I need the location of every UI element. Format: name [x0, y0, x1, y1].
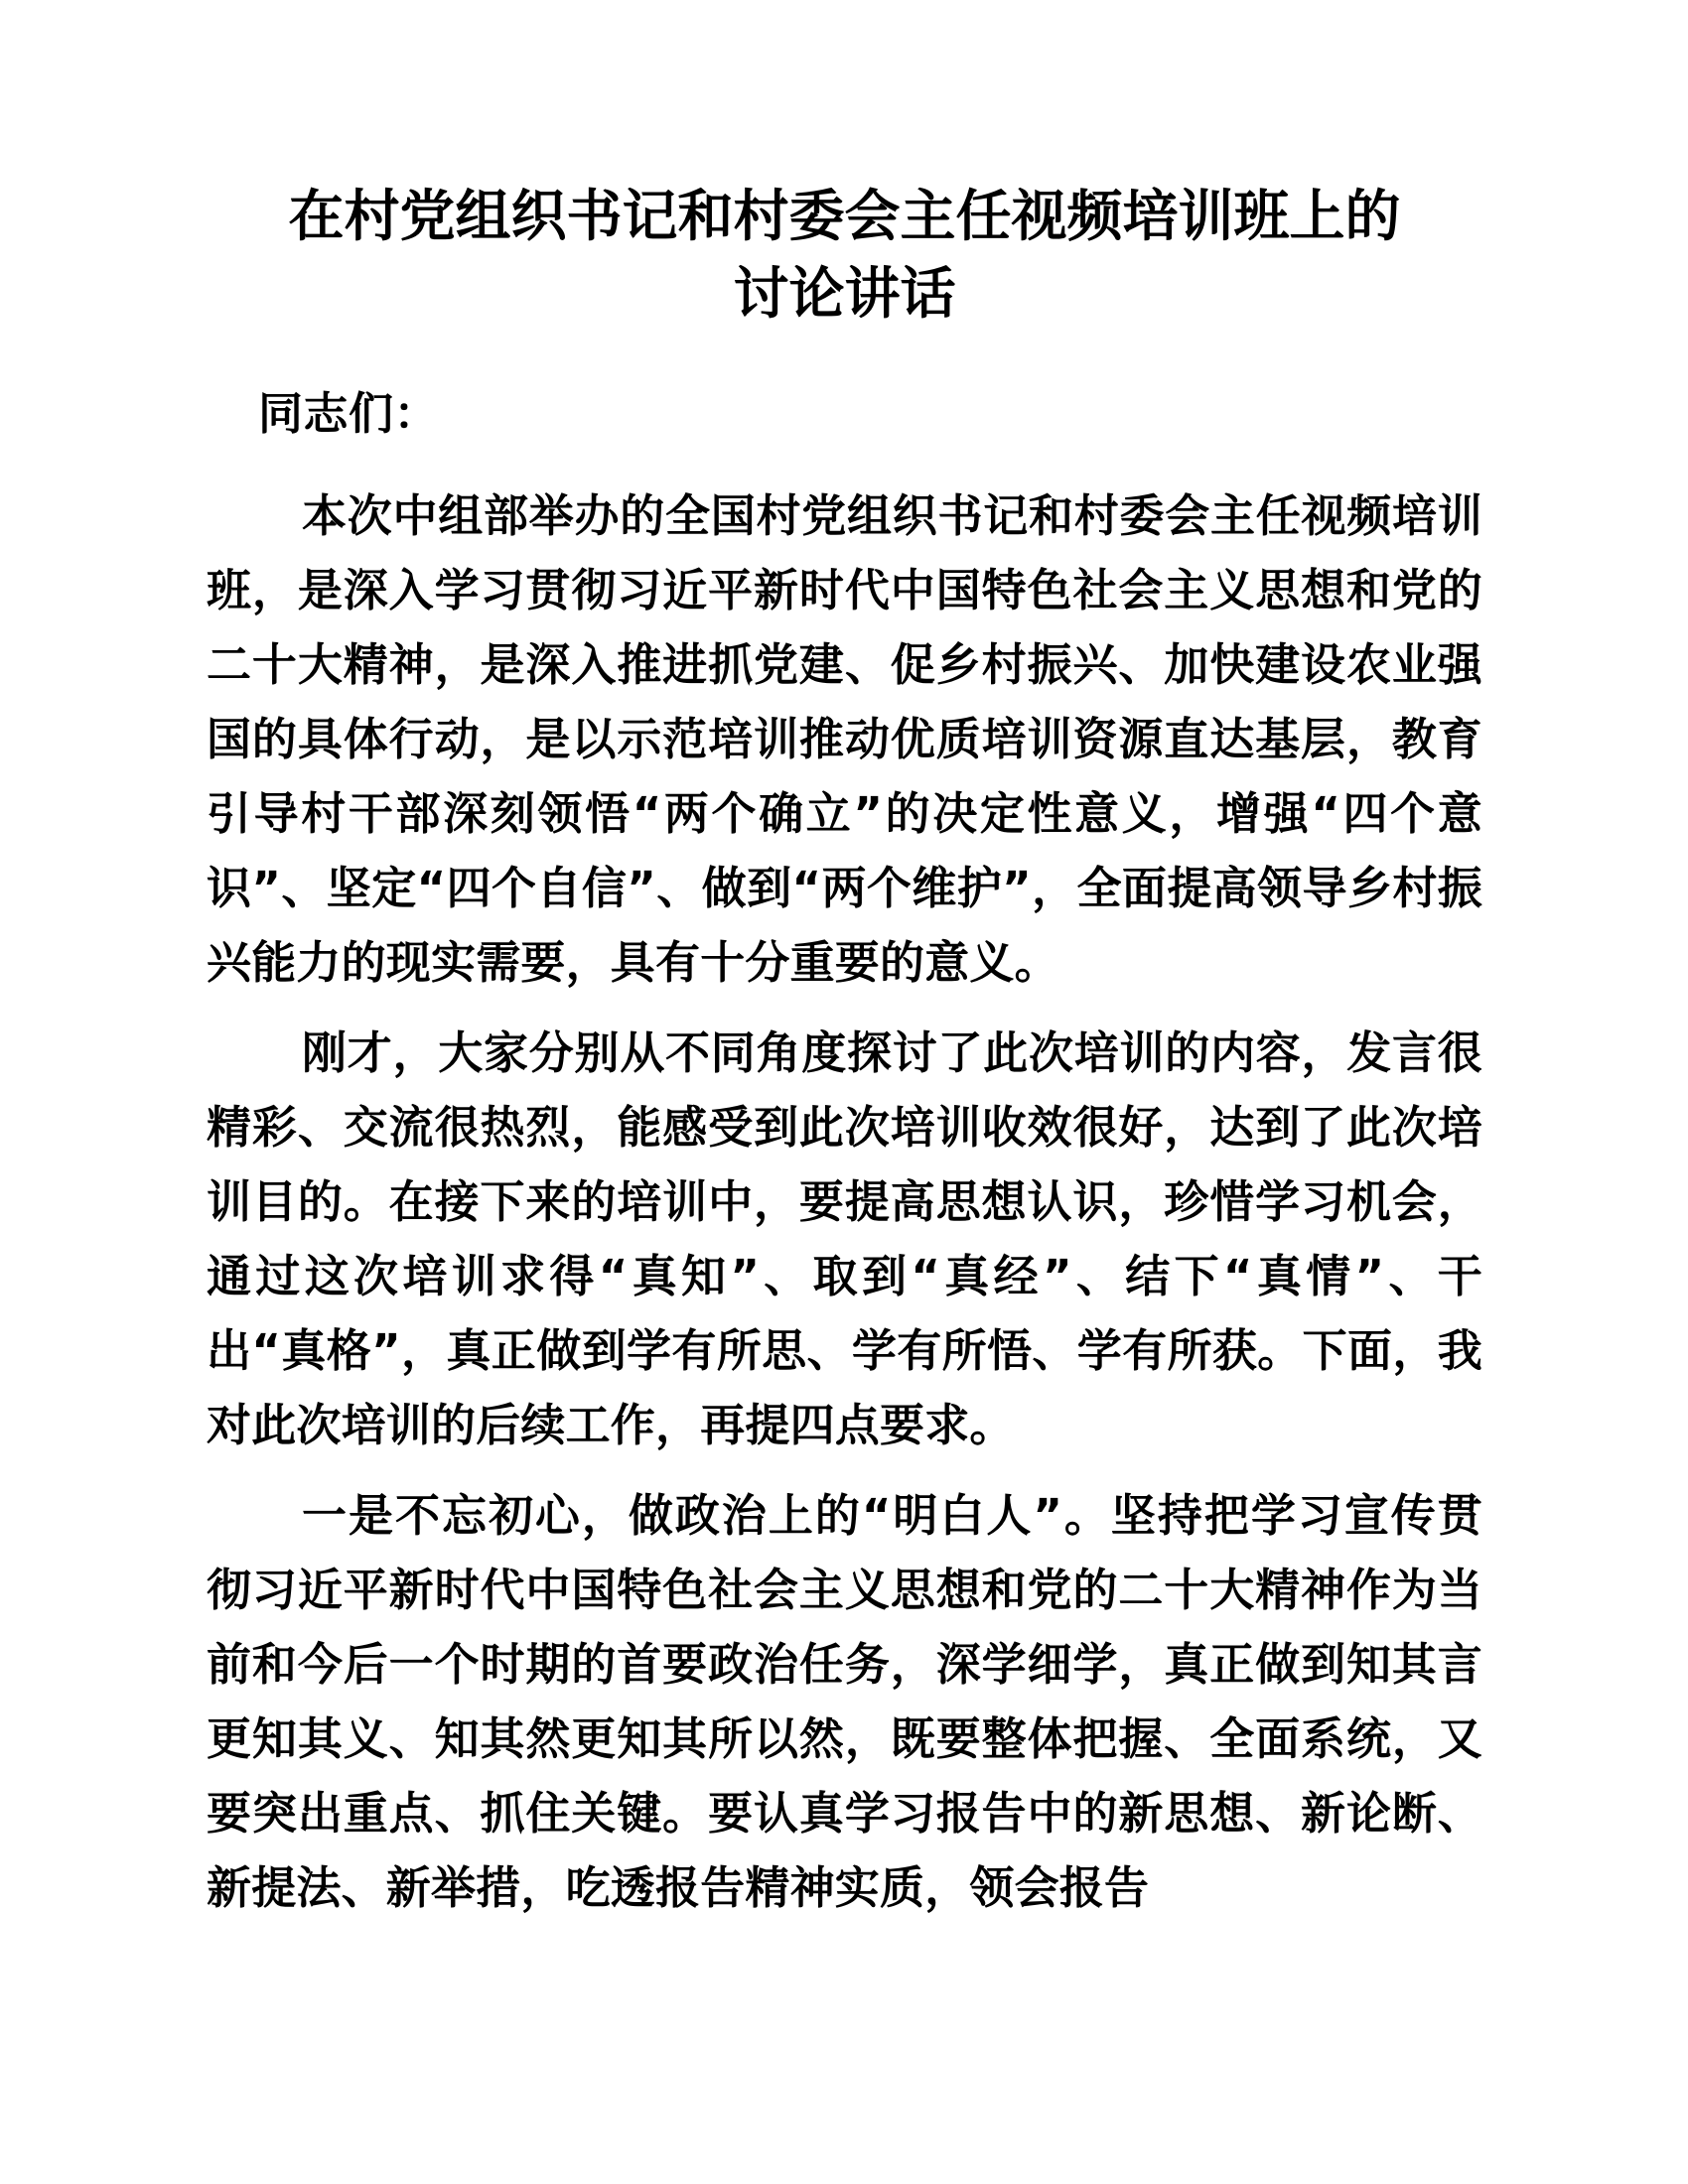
document-title [207, 0, 1482, 334]
page-content-area [207, 0, 1482, 1925]
document-body [207, 451, 1482, 1925]
document-title-line-2: 讨论讲话 [733, 262, 956, 327]
document-title-line-1: 在村党组织书记和村委会主任视频培训班上的 [288, 185, 1401, 249]
salutation: 同志们： [258, 387, 440, 440]
body-paragraph: 刚才，大家分别从不同角度探讨了此次培训的内容，发言很精彩、交流很热烈，能感受到此次培训收效很好，达到了此次培训目的。在接下来的培训中，要提高思想认识，珍惜学习机会，通过这次培训求得“真知”、取到“真经”、结下“真情”、干出“真格”，真正做到学有所思、学有所悟、学有所获。下面，我对此次培训的后续工作，再提四点要求。 [207, 1026, 1482, 1451]
body-paragraph: 本次中组部举办的全国村党组织书记和村委会主任视频培训班，是深入学习贯彻习近平新时代中国特色社会主义思想和党的二十大精神，是深入推进抓党建、促乡村振兴、加快建设农业强国的具体行动，是以示范培训推动优质培训资源直达基层，教育引导村干部深刻领悟“两个确立”的决定性意义，增强“四个意识”、坚定“四个自信”、做到“两个维护”，全面提高领导乡村振兴能力的现实需要，具有十分重要的意义。 [207, 489, 1482, 989]
body-paragraph: 一是不忘初心，做政治上的“明白人”。坚持把学习宣传贯彻习近平新时代中国特色社会主义思想和党的二十大精神作为当前和今后一个时期的首要政治任务，深学细学，真正做到知其言更知其义、知其然更知其所以然，既要整体把握、全面系统，又要突出重点、抓住关键。要认真学习报告中的新思想、新论断、新提法、新举措，吃透报告精神实质，领会报告 [207, 1489, 1482, 1914]
